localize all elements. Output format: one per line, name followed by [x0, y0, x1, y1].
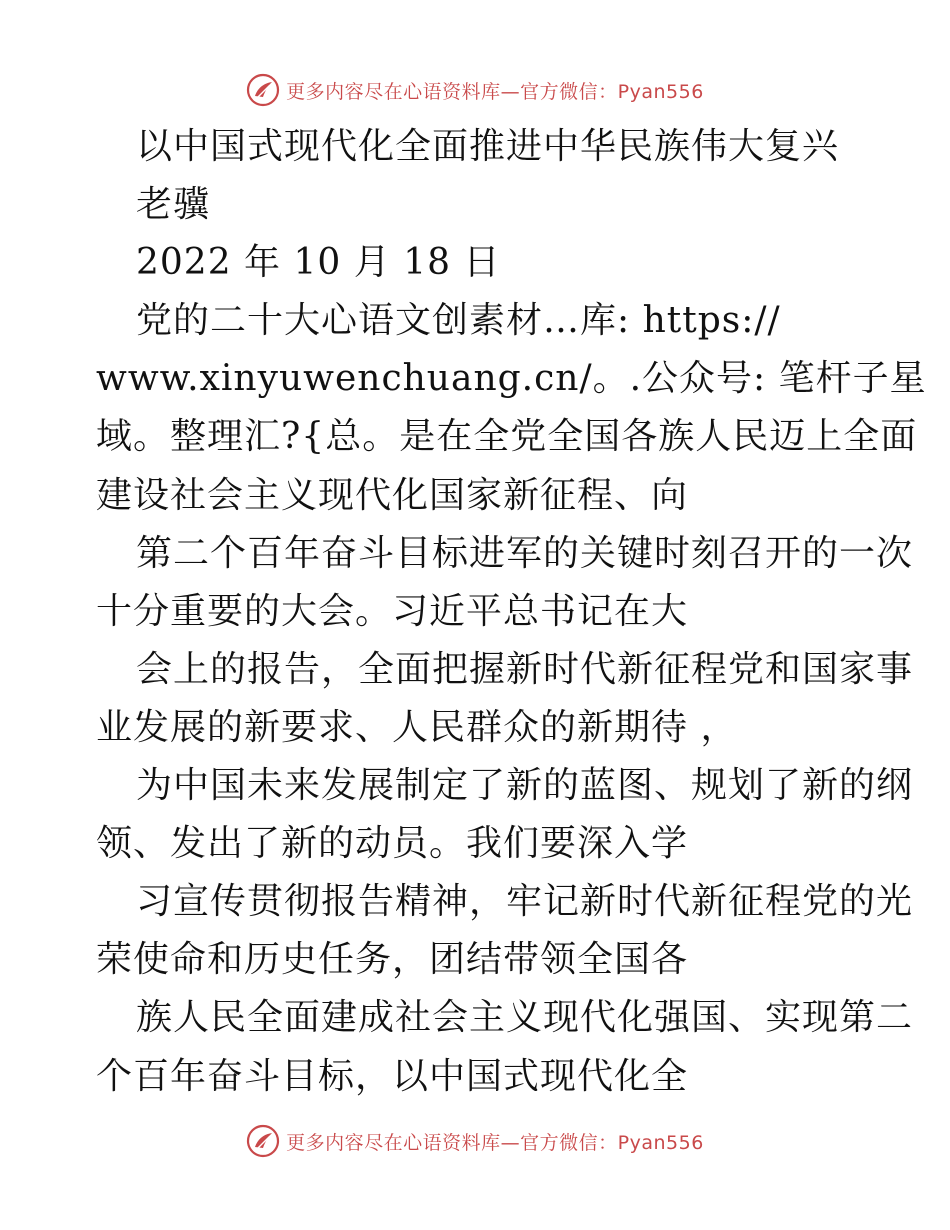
seal-logo-icon: [246, 1124, 280, 1158]
paragraph-line: 十分重要的大会。习近平总书记在大: [96, 590, 689, 632]
paragraph-line: 个百年奋斗目标，以中国式现代化全: [96, 1055, 689, 1097]
document-body: [96, 118, 927, 1106]
paragraph-line: www.xinyuwenchuang.cn/。.公众号: 笔杆子星: [96, 358, 927, 400]
paragraph-line: 习宣传贯彻报告精神，牢记新时代新征程党的光: [136, 881, 914, 923]
seal-logo-icon: [246, 73, 280, 107]
paragraph-line: 荣使命和历史任务，团结带领全国各: [96, 939, 689, 981]
header-banner-text: 更多内容尽在心语资料库—官方微信：Pyan556: [286, 80, 704, 103]
paragraph-line: 为中国未来发展制定了新的蓝图、规划了新的纲: [136, 765, 914, 807]
footer-banner: [0, 1121, 950, 1161]
paragraph-line: 域。整理汇?{总。是在全党全国各族人民迈上全面: [96, 416, 918, 458]
paragraph-line: 业发展的新要求、人民群众的新期待 ，: [96, 706, 738, 748]
paragraph-line: 领、发出了新的动员。我们要深入学: [96, 823, 689, 865]
document-date: 2022 年 10 月 18 日: [136, 242, 501, 284]
paragraph-line: 第二个百年奋斗目标进军的关键时刻召开的一次: [136, 532, 914, 574]
paragraph-line: 党的二十大心语文创素材…库: https://: [136, 300, 781, 342]
footer-banner-text: 更多内容尽在心语资料库—官方微信：Pyan556: [286, 1131, 704, 1154]
paragraph-line: 建设社会主义现代化国家新征程、向: [96, 474, 689, 516]
document-title: 以中国式现代化全面推进中华民族伟大复兴: [136, 126, 840, 167]
document-author: 老骥: [136, 184, 211, 226]
paragraph-line: 族人民全面建成社会主义现代化强国、实现第二: [136, 997, 914, 1039]
paragraph-line: 会上的报告，全面把握新时代新征程党和国家事: [136, 648, 914, 690]
header-banner: [0, 70, 950, 110]
